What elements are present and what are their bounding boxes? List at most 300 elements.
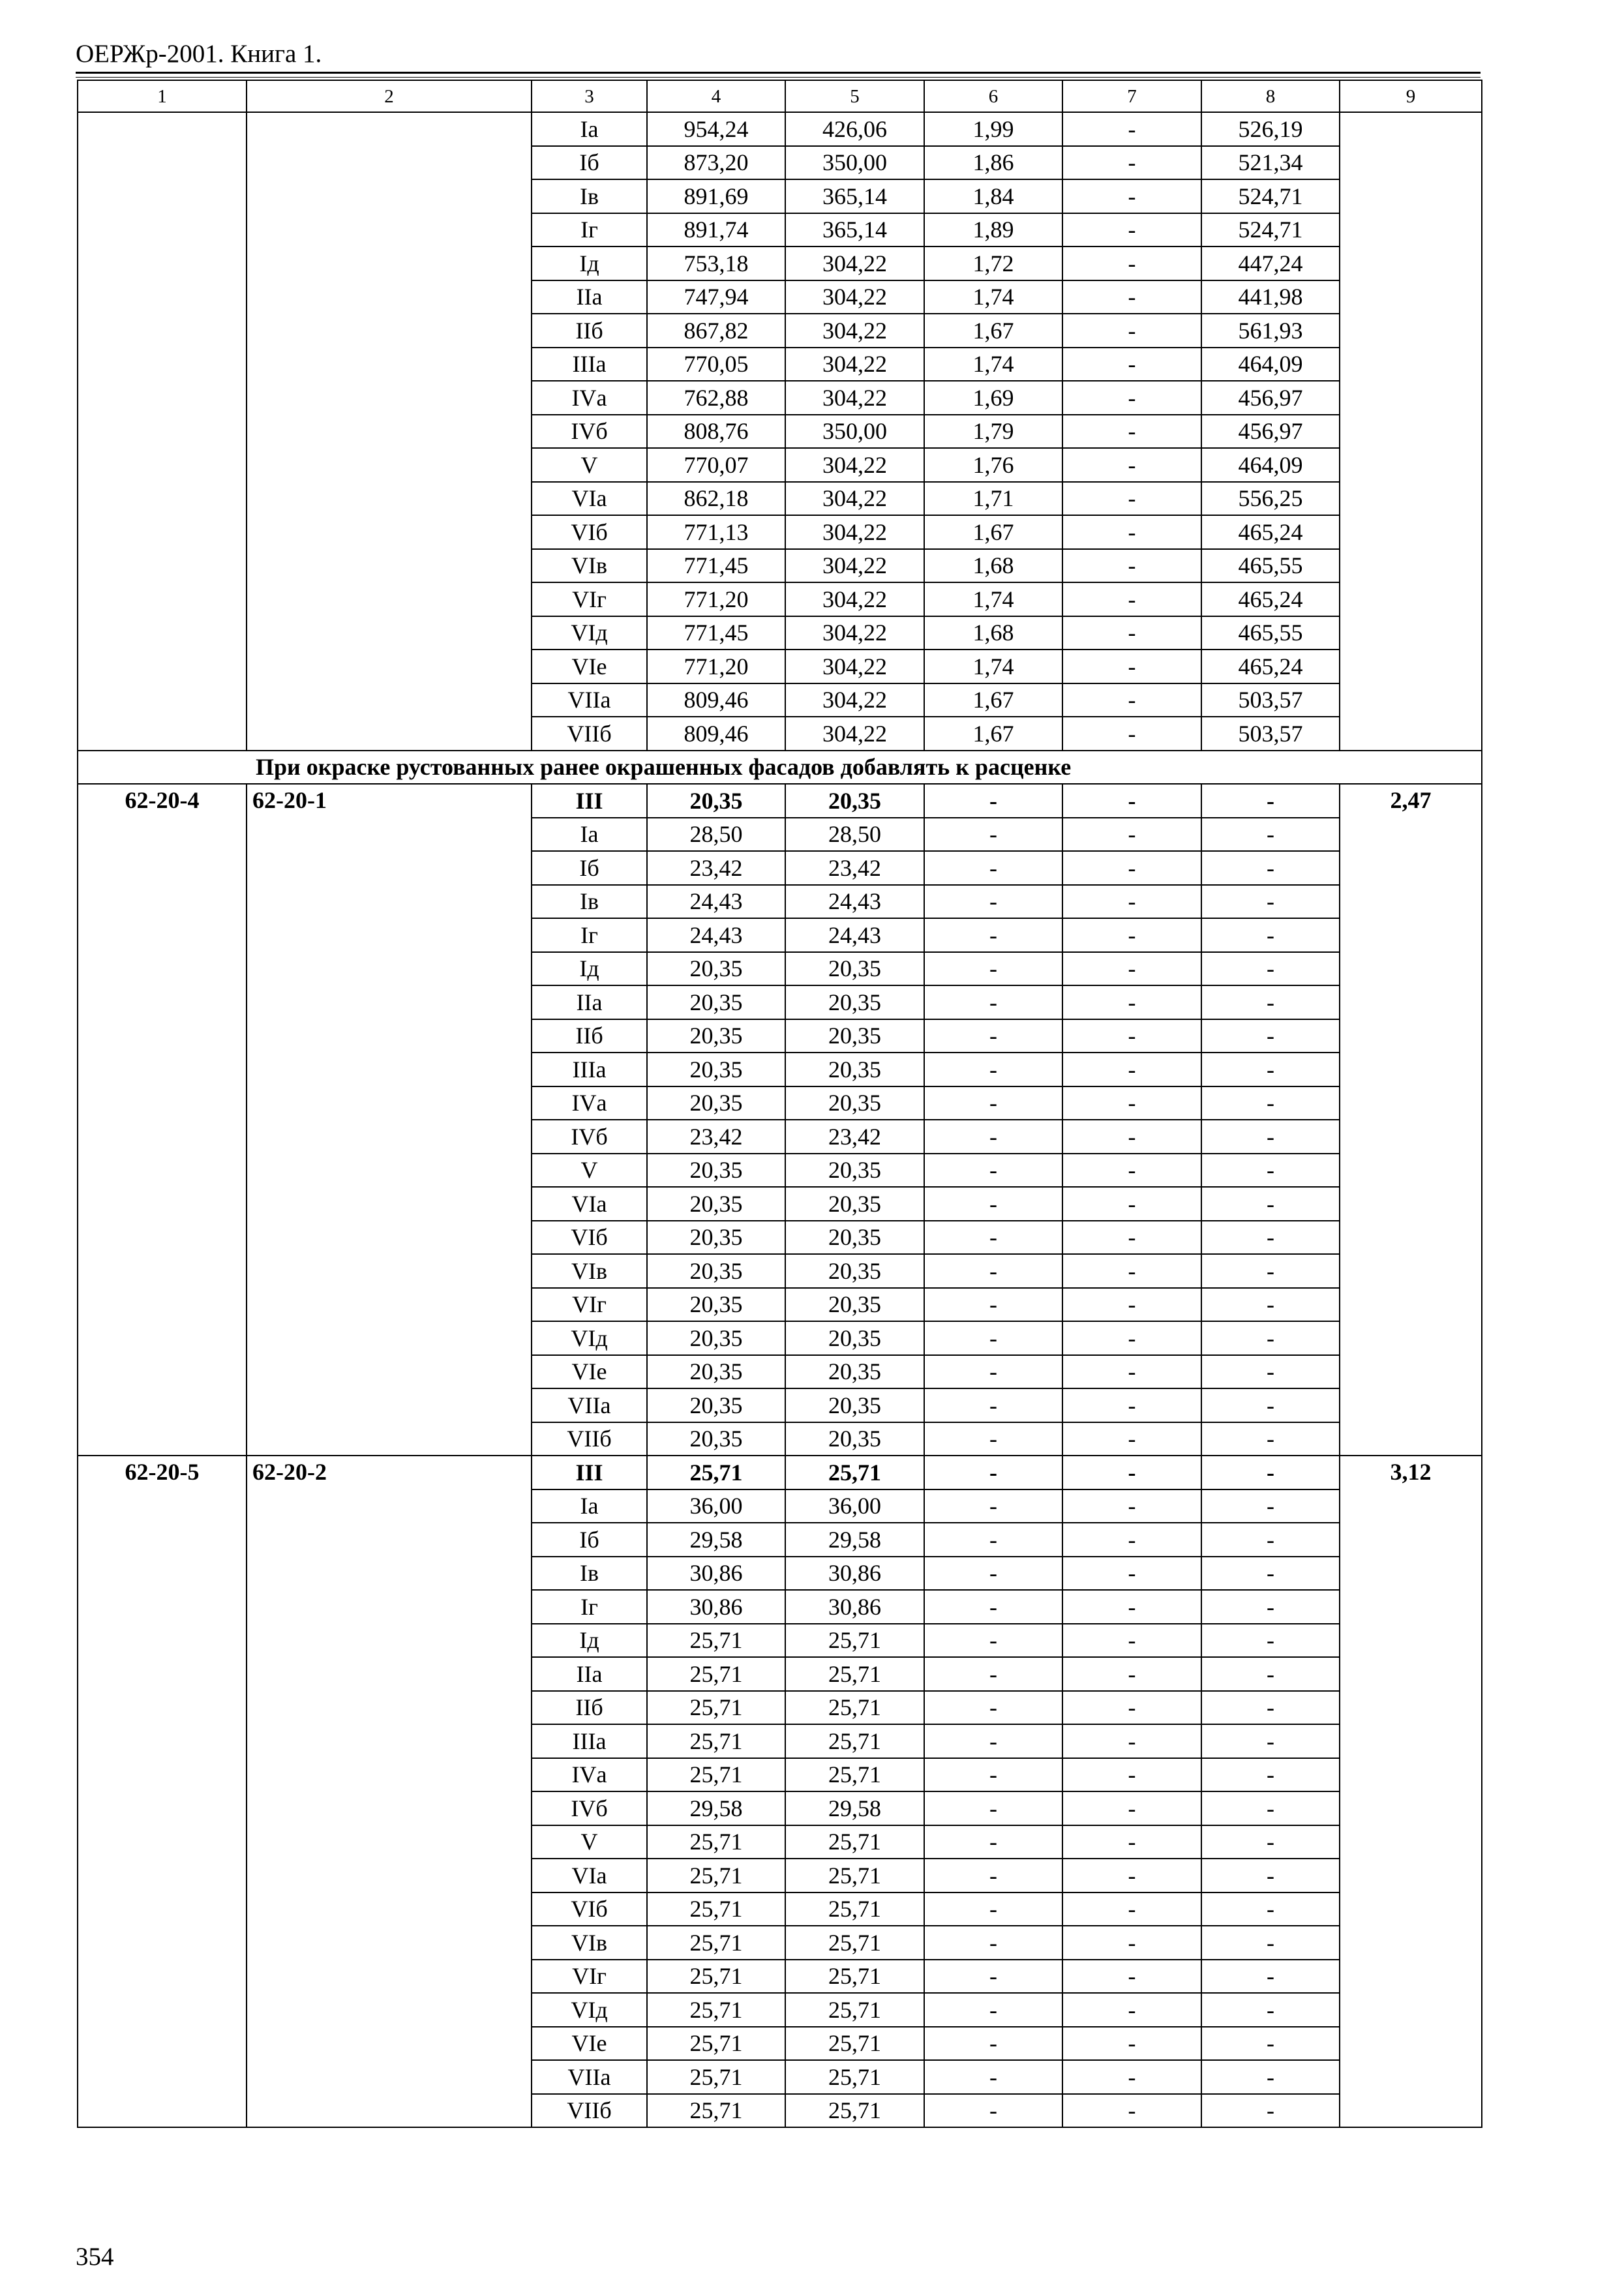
table-cell: III xyxy=(532,784,647,818)
table-cell: IVа xyxy=(532,1086,647,1120)
table-cell: VIIб xyxy=(532,1422,647,1456)
table-cell: Iа xyxy=(532,818,647,852)
table-cell: IIа xyxy=(532,1657,647,1691)
table-cell: Iг xyxy=(532,1590,647,1624)
table-cell: 304,22 xyxy=(785,582,924,616)
table-cell: - xyxy=(1201,1288,1340,1322)
table-cell: 753,18 xyxy=(647,247,785,280)
table-cell: - xyxy=(1201,1154,1340,1188)
table-cell: IVб xyxy=(532,1120,647,1154)
table-cell: 25,71 xyxy=(647,1993,785,2027)
table-cell: - xyxy=(1201,1724,1340,1758)
table-cell: 1,68 xyxy=(924,616,1062,650)
table-cell: - xyxy=(1201,885,1340,919)
table-cell: - xyxy=(1062,650,1201,683)
table-cell: 304,22 xyxy=(785,515,924,549)
table-cell: 1,67 xyxy=(924,717,1062,751)
table-cell: - xyxy=(1062,985,1201,1019)
table-cell: 862,18 xyxy=(647,482,785,516)
table-cell: 25,71 xyxy=(785,1657,924,1691)
table-cell: IIб xyxy=(532,314,647,348)
table-cell: - xyxy=(1201,818,1340,852)
table-cell: - xyxy=(1201,1221,1340,1255)
table-cell: IIб xyxy=(532,1019,647,1053)
table-cell: V xyxy=(532,1154,647,1188)
table-cell: 25,71 xyxy=(647,1825,785,1859)
table-cell: VIг xyxy=(532,1960,647,1994)
table-row xyxy=(78,112,1482,146)
table-cell: 30,86 xyxy=(647,1590,785,1624)
table-cell: 20,35 xyxy=(647,1355,785,1389)
table-cell: 426,06 xyxy=(785,112,924,146)
table-cell: - xyxy=(1062,1993,1201,2027)
table-cell: - xyxy=(1201,784,1340,818)
table-cell: 24,43 xyxy=(785,885,924,919)
table-cell: 25,71 xyxy=(647,1456,785,1489)
table-cell: - xyxy=(1201,1086,1340,1120)
table-cell: 808,76 xyxy=(647,415,785,449)
table-cell: 465,24 xyxy=(1201,650,1340,683)
table-cell: 25,71 xyxy=(785,1691,924,1725)
table-cell: 24,43 xyxy=(647,885,785,919)
table-cell: 304,22 xyxy=(785,616,924,650)
table-cell: - xyxy=(1062,2094,1201,2128)
table-body xyxy=(78,80,1482,2127)
table-cell: 25,71 xyxy=(647,1691,785,1725)
table-cell: - xyxy=(1201,851,1340,885)
table-cell: 770,05 xyxy=(647,348,785,382)
table-cell: - xyxy=(924,1960,1062,1994)
table-cell: 25,71 xyxy=(647,1926,785,1960)
table-cell: - xyxy=(1201,952,1340,986)
table-cell: VIIа xyxy=(532,2060,647,2094)
table-cell: 1,76 xyxy=(924,448,1062,482)
table-cell: 20,35 xyxy=(647,1388,785,1422)
table-cell: - xyxy=(1201,2027,1340,2061)
table-cell: 25,71 xyxy=(785,2027,924,2061)
table-cell: - xyxy=(1062,952,1201,986)
table-cell: - xyxy=(924,851,1062,885)
table-cell: 20,35 xyxy=(647,985,785,1019)
table-cell: - xyxy=(1062,179,1201,213)
table-cell: IIIа xyxy=(532,1053,647,1086)
rate-code xyxy=(78,112,247,751)
table-cell: - xyxy=(1201,1557,1340,1591)
table-cell: - xyxy=(1062,918,1201,952)
table-cell: 20,35 xyxy=(785,1355,924,1389)
table-cell: - xyxy=(1062,1489,1201,1523)
table-cell: 25,71 xyxy=(647,1893,785,1926)
table-cell: 441,98 xyxy=(1201,280,1340,314)
table-cell: 1,67 xyxy=(924,314,1062,348)
table-cell: 23,42 xyxy=(785,851,924,885)
table-cell: Iд xyxy=(532,247,647,280)
table-cell: - xyxy=(1201,1590,1340,1624)
table-cell: 25,71 xyxy=(647,1724,785,1758)
table-cell: VIб xyxy=(532,515,647,549)
table-cell: - xyxy=(1062,515,1201,549)
table-cell: Iа xyxy=(532,112,647,146)
table-cell: 1,86 xyxy=(924,146,1062,180)
table-cell: 20,35 xyxy=(647,1053,785,1086)
table-cell: 447,24 xyxy=(1201,247,1340,280)
table-cell: 809,46 xyxy=(647,717,785,751)
table-cell: 28,50 xyxy=(785,818,924,852)
table-cell: 891,74 xyxy=(647,213,785,247)
table-cell: - xyxy=(924,985,1062,1019)
table-cell: - xyxy=(1062,415,1201,449)
table-cell: - xyxy=(1201,1926,1340,1960)
table-cell: - xyxy=(924,1893,1062,1926)
table-cell: 524,71 xyxy=(1201,213,1340,247)
table-cell: VIе xyxy=(532,650,647,683)
table-cell: 25,71 xyxy=(647,2094,785,2128)
table-cell: - xyxy=(1201,1791,1340,1825)
table-cell: - xyxy=(1201,1254,1340,1288)
table-cell: 25,71 xyxy=(785,1960,924,1994)
table-cell: 304,22 xyxy=(785,280,924,314)
column-number: 1 xyxy=(78,80,247,112)
table-cell: - xyxy=(924,818,1062,852)
table-cell: 20,35 xyxy=(785,1221,924,1255)
table-cell: 25,71 xyxy=(785,1724,924,1758)
table-cell: 465,55 xyxy=(1201,549,1340,583)
table-cell: 1,84 xyxy=(924,179,1062,213)
table-cell: - xyxy=(1062,314,1201,348)
table-cell: - xyxy=(1201,1691,1340,1725)
table-cell: 25,71 xyxy=(647,2027,785,2061)
table-cell: IIа xyxy=(532,280,647,314)
table-cell: - xyxy=(1201,1960,1340,1994)
table-cell: - xyxy=(924,1926,1062,1960)
column-number: 8 xyxy=(1201,80,1340,112)
base-rate-code xyxy=(247,112,532,751)
table-cell: 465,24 xyxy=(1201,515,1340,549)
table-cell: - xyxy=(1062,280,1201,314)
column-number: 5 xyxy=(785,80,924,112)
table-cell: - xyxy=(924,1355,1062,1389)
table-cell: - xyxy=(1201,1859,1340,1893)
table-cell: IVа xyxy=(532,381,647,415)
table-cell: VIб xyxy=(532,1893,647,1926)
table-cell: 1,72 xyxy=(924,247,1062,280)
table-cell: - xyxy=(1062,1657,1201,1691)
table-cell: - xyxy=(924,952,1062,986)
table-cell: - xyxy=(1201,2060,1340,2094)
table-cell: 20,35 xyxy=(647,1019,785,1053)
table-cell: III xyxy=(532,1456,647,1489)
table-cell: - xyxy=(924,1187,1062,1221)
table-cell: - xyxy=(1062,717,1201,751)
table-cell: 20,35 xyxy=(785,1086,924,1120)
table-cell: - xyxy=(924,1657,1062,1691)
table-cell: - xyxy=(1062,1355,1201,1389)
table-cell: 20,35 xyxy=(647,1086,785,1120)
table-cell: 771,13 xyxy=(647,515,785,549)
table-cell: - xyxy=(1062,1557,1201,1591)
table-cell: 23,42 xyxy=(647,851,785,885)
table-cell: - xyxy=(924,885,1062,919)
table-cell: 30,86 xyxy=(647,1557,785,1591)
table-cell: 25,71 xyxy=(647,1624,785,1658)
table-cell: 25,71 xyxy=(647,2060,785,2094)
table-cell: - xyxy=(924,1523,1062,1557)
table-cell: - xyxy=(1201,1187,1340,1221)
table-cell: - xyxy=(1062,1321,1201,1355)
table-cell: 464,09 xyxy=(1201,348,1340,382)
table-cell: - xyxy=(1062,784,1201,818)
table-cell: Iв xyxy=(532,885,647,919)
table-cell: V xyxy=(532,1825,647,1859)
table-cell: 456,97 xyxy=(1201,415,1340,449)
table-cell: - xyxy=(924,1456,1062,1489)
table-cell: 25,71 xyxy=(785,1859,924,1893)
table-cell: 20,35 xyxy=(785,1321,924,1355)
table-cell: 1,68 xyxy=(924,549,1062,583)
table-cell: 25,71 xyxy=(647,1859,785,1893)
table-cell: 304,22 xyxy=(785,381,924,415)
table-cell: 365,14 xyxy=(785,179,924,213)
table-cell: - xyxy=(1201,1456,1340,1489)
table-cell: - xyxy=(924,1489,1062,1523)
table-cell: - xyxy=(924,2094,1062,2128)
table-cell: 30,86 xyxy=(785,1557,924,1591)
table-cell: IVб xyxy=(532,415,647,449)
table-cell: Iб xyxy=(532,851,647,885)
table-cell: - xyxy=(1062,1523,1201,1557)
table-cell: 556,25 xyxy=(1201,482,1340,516)
table-cell: Iг xyxy=(532,213,647,247)
table-cell: 28,50 xyxy=(647,818,785,852)
table-cell: 304,22 xyxy=(785,683,924,717)
table-cell: - xyxy=(1062,1154,1201,1188)
table-cell: Iд xyxy=(532,1624,647,1658)
table-cell: - xyxy=(924,1321,1062,1355)
table-cell: 20,35 xyxy=(785,1019,924,1053)
table-cell: 1,74 xyxy=(924,280,1062,314)
table-cell: 20,35 xyxy=(785,985,924,1019)
table-cell: 23,42 xyxy=(785,1120,924,1154)
table-cell: 29,58 xyxy=(647,1791,785,1825)
table-cell: - xyxy=(924,1422,1062,1456)
table-cell: Iд xyxy=(532,952,647,986)
rates-table xyxy=(77,80,1482,2128)
table-cell: 1,99 xyxy=(924,112,1062,146)
table-cell: - xyxy=(1062,1825,1201,1859)
table-cell: 25,71 xyxy=(647,1657,785,1691)
header-rule-thin xyxy=(76,77,1481,78)
table-cell: VIа xyxy=(532,1859,647,1893)
column-number: 4 xyxy=(647,80,785,112)
table-cell: - xyxy=(1062,1758,1201,1792)
table-cell: - xyxy=(1062,885,1201,919)
table-cell: 304,22 xyxy=(785,549,924,583)
table-cell: - xyxy=(924,1691,1062,1725)
table-cell: 1,79 xyxy=(924,415,1062,449)
table-cell: - xyxy=(924,1557,1062,1591)
table-cell: - xyxy=(1201,1120,1340,1154)
table-cell: - xyxy=(924,2027,1062,2061)
table-cell: 20,35 xyxy=(647,1221,785,1255)
table-cell: VIа xyxy=(532,1187,647,1221)
table-cell: - xyxy=(924,784,1062,818)
table-cell: 20,35 xyxy=(785,1187,924,1221)
table-cell: - xyxy=(1062,2060,1201,2094)
table-cell: - xyxy=(1201,985,1340,1019)
table-cell: 20,35 xyxy=(785,1053,924,1086)
adjustment-value xyxy=(1340,112,1482,751)
table-cell: 304,22 xyxy=(785,717,924,751)
table-cell: - xyxy=(924,2060,1062,2094)
table-cell: - xyxy=(1062,213,1201,247)
table-cell: - xyxy=(1062,1960,1201,1994)
table-cell: - xyxy=(1062,1926,1201,1960)
table-cell: - xyxy=(1062,146,1201,180)
table-cell: - xyxy=(924,1154,1062,1188)
table-cell: - xyxy=(924,1019,1062,1053)
base-rate-code: 62-20-1 xyxy=(247,784,532,1456)
table-cell: 304,22 xyxy=(785,314,924,348)
table-cell: 526,19 xyxy=(1201,112,1340,146)
table-cell: 464,09 xyxy=(1201,448,1340,482)
table-cell: 1,89 xyxy=(924,213,1062,247)
table-cell: - xyxy=(1201,1019,1340,1053)
table-cell: 456,97 xyxy=(1201,381,1340,415)
table-cell: VIе xyxy=(532,2027,647,2061)
table-cell: 25,71 xyxy=(785,1456,924,1489)
table-cell: 20,35 xyxy=(647,1187,785,1221)
section-title: При окраске рустованных ранее окрашенных фасадов добавлять к расценке xyxy=(78,751,1482,785)
table-cell: 1,74 xyxy=(924,348,1062,382)
table-cell: 24,43 xyxy=(647,918,785,952)
table-cell: VIIа xyxy=(532,1388,647,1422)
table-cell: - xyxy=(1062,1791,1201,1825)
table-cell: 304,22 xyxy=(785,247,924,280)
table-cell: - xyxy=(1201,1893,1340,1926)
table-cell: - xyxy=(1062,1187,1201,1221)
page-header-title: ОЕРЖр-2001. Книга 1. xyxy=(76,40,322,68)
table-cell: 503,57 xyxy=(1201,683,1340,717)
table-cell: - xyxy=(1201,1624,1340,1658)
adjustment-value: 3,12 xyxy=(1340,1456,1482,2127)
table-cell: - xyxy=(1062,448,1201,482)
section-row xyxy=(78,751,1482,785)
table-cell: - xyxy=(1062,851,1201,885)
column-number-row xyxy=(78,80,1482,112)
table-cell: - xyxy=(1062,1019,1201,1053)
table-cell: - xyxy=(1062,818,1201,852)
table-cell: 25,71 xyxy=(785,2094,924,2128)
table-cell: 29,58 xyxy=(785,1523,924,1557)
table-cell: 465,24 xyxy=(1201,582,1340,616)
table-cell: - xyxy=(1062,1254,1201,1288)
table-cell: 561,93 xyxy=(1201,314,1340,348)
table-cell: - xyxy=(924,1758,1062,1792)
table-cell: - xyxy=(1062,1859,1201,1893)
table-cell: 867,82 xyxy=(647,314,785,348)
table-cell: 20,35 xyxy=(785,1288,924,1322)
table-cell: IIIа xyxy=(532,348,647,382)
header-rule xyxy=(76,72,1481,74)
column-number: 2 xyxy=(247,80,532,112)
table-cell: 809,46 xyxy=(647,683,785,717)
table-cell: - xyxy=(924,1221,1062,1255)
table-cell: - xyxy=(924,1624,1062,1658)
table-cell: 20,35 xyxy=(785,784,924,818)
table-cell: VIв xyxy=(532,549,647,583)
table-cell: 20,35 xyxy=(647,952,785,986)
table-cell: - xyxy=(1062,1221,1201,1255)
table-cell: 20,35 xyxy=(647,1254,785,1288)
table-cell: 771,45 xyxy=(647,616,785,650)
table-cell: 771,20 xyxy=(647,582,785,616)
table-cell: 20,35 xyxy=(785,952,924,986)
table-cell: Iв xyxy=(532,1557,647,1591)
table-cell: - xyxy=(924,1053,1062,1086)
table-cell: - xyxy=(1201,1758,1340,1792)
table-cell: VIг xyxy=(532,582,647,616)
table-cell: 350,00 xyxy=(785,415,924,449)
table-cell: VIIб xyxy=(532,2094,647,2128)
table-row xyxy=(78,1456,1482,1489)
table-cell: - xyxy=(1062,381,1201,415)
table-cell: 25,71 xyxy=(785,1624,924,1658)
table-cell: VIб xyxy=(532,1221,647,1255)
table-cell: 1,67 xyxy=(924,683,1062,717)
table-cell: - xyxy=(1062,1724,1201,1758)
table-cell: 891,69 xyxy=(647,179,785,213)
table-cell: 465,55 xyxy=(1201,616,1340,650)
table-cell: - xyxy=(1201,1355,1340,1389)
table-cell: 20,35 xyxy=(785,1154,924,1188)
table-cell: IVб xyxy=(532,1791,647,1825)
table-cell: 304,22 xyxy=(785,448,924,482)
table-cell: - xyxy=(1201,1657,1340,1691)
table-cell: - xyxy=(1201,1053,1340,1086)
table-cell: - xyxy=(1201,1523,1340,1557)
table-cell: 36,00 xyxy=(647,1489,785,1523)
table-cell: 20,35 xyxy=(785,1254,924,1288)
table-cell: Iб xyxy=(532,146,647,180)
table-cell: VIв xyxy=(532,1926,647,1960)
table-cell: IIа xyxy=(532,985,647,1019)
table-cell: - xyxy=(1062,247,1201,280)
table-cell: - xyxy=(1201,1825,1340,1859)
table-cell: - xyxy=(924,1993,1062,2027)
table-cell: - xyxy=(1062,1590,1201,1624)
table-cell: 1,74 xyxy=(924,582,1062,616)
table-cell: 20,35 xyxy=(785,1388,924,1422)
table-cell: VIе xyxy=(532,1355,647,1389)
rate-code: 62-20-4 xyxy=(78,784,247,1456)
table-cell: - xyxy=(1062,1893,1201,1926)
table-cell: - xyxy=(1062,1456,1201,1489)
table-cell: - xyxy=(1062,2027,1201,2061)
column-number: 7 xyxy=(1062,80,1201,112)
table-cell: 20,35 xyxy=(647,784,785,818)
table-cell: VIIб xyxy=(532,717,647,751)
table-cell: 350,00 xyxy=(785,146,924,180)
table-cell: Iб xyxy=(532,1523,647,1557)
table-cell: 747,94 xyxy=(647,280,785,314)
table-cell: VIIа xyxy=(532,683,647,717)
rate-code: 62-20-5 xyxy=(78,1456,247,2127)
adjustment-value: 2,47 xyxy=(1340,784,1482,1456)
table-cell: - xyxy=(1062,1388,1201,1422)
table-cell: - xyxy=(1201,1489,1340,1523)
table-cell: 1,67 xyxy=(924,515,1062,549)
table-cell: VIд xyxy=(532,1993,647,2027)
